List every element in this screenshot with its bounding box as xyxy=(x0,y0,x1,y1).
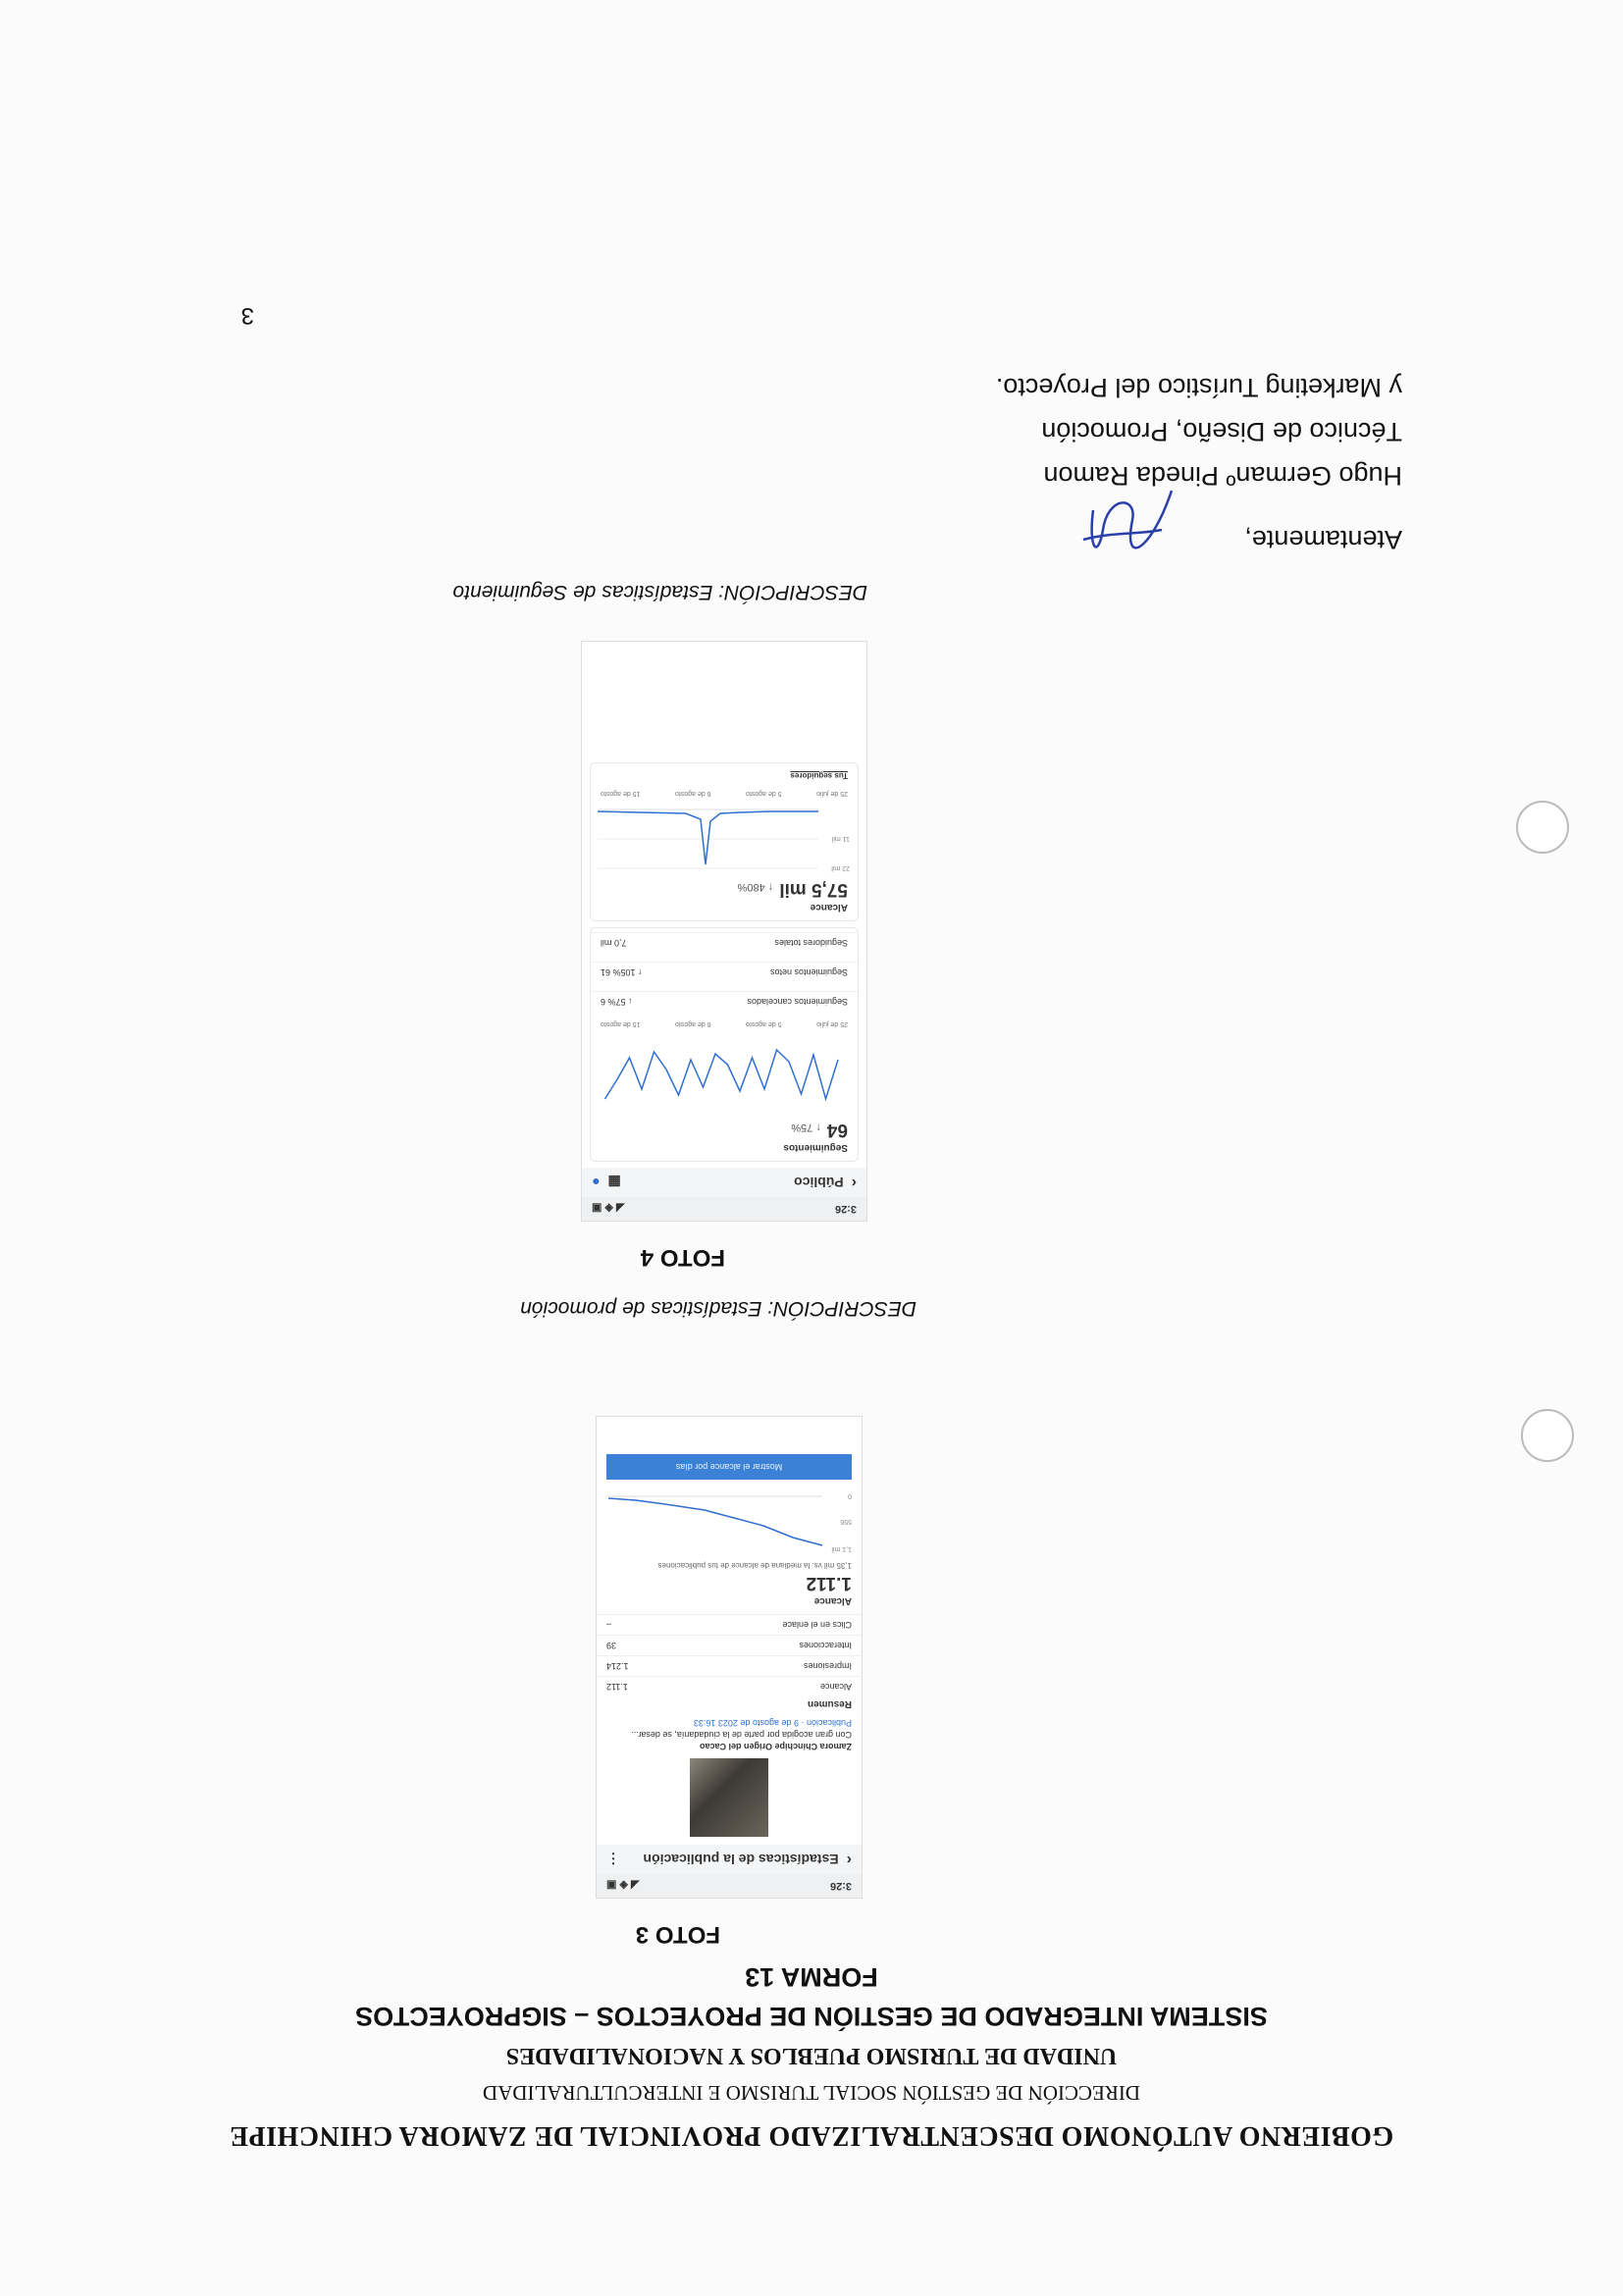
more-options-icon: ⋮ xyxy=(606,1852,620,1868)
followers-line xyxy=(605,1050,839,1099)
signature-role-2: y Marketing Turístico del Proyecto. xyxy=(995,373,1402,402)
post-text: Con gran acogida por parte de la ciudadanía, se desar... xyxy=(631,1730,852,1740)
status-time: 3:26 xyxy=(834,1203,857,1215)
status-bar xyxy=(597,1874,862,1898)
x-tick: 6 de agosto xyxy=(674,1020,711,1027)
calendar-icon: ▦ xyxy=(607,1174,621,1191)
followers-value: 64 xyxy=(826,1120,848,1140)
followers-chart xyxy=(591,1030,858,1119)
foto4-screenshot xyxy=(581,641,867,1222)
screen-title: Estadísticas de la publicación xyxy=(643,1852,839,1867)
summary-row xyxy=(597,1655,862,1676)
summary-heading: Resumen xyxy=(807,1698,852,1709)
post-meta: Publicación · 9 de agosto de 2023 16:33 xyxy=(693,1718,852,1728)
stat-row xyxy=(591,962,858,991)
reach-heading: Alcance xyxy=(810,902,848,913)
followers-link[interactable]: Tus seguidores xyxy=(790,771,848,780)
row-value: 39 xyxy=(606,1641,617,1650)
reach-value: 57,5 mil xyxy=(779,879,848,900)
signature-name: Hugo Germanº Pineda Ramon xyxy=(1043,461,1402,491)
row-label: Clics en el enlace xyxy=(782,1620,852,1630)
punch-hole xyxy=(1521,1409,1574,1462)
header-sistema: SISTEMA INTEGRADO DE GESTIÓN DE PROYECTOS – SIGPROYECTOS xyxy=(355,2002,1268,2031)
row-label: Alcance xyxy=(819,1682,852,1692)
back-arrow-icon: ‹ xyxy=(846,1852,852,1868)
followers-trend: ↑ 75% xyxy=(791,1122,821,1133)
row-label: Seguimientos cancelados xyxy=(747,997,848,1007)
summary-row xyxy=(597,1614,862,1635)
row-value: – xyxy=(606,1620,612,1630)
chart2-y-mid: 11 mil xyxy=(831,835,850,842)
foto4-label: FOTO 4 xyxy=(640,1244,725,1271)
status-time: 3:26 xyxy=(829,1880,852,1892)
row-label: Interacciones xyxy=(799,1641,852,1650)
row-value: 7,0 mil xyxy=(601,938,627,948)
row-label: Seguidores totales xyxy=(774,938,848,948)
foto3-screenshot xyxy=(596,1416,863,1899)
followers-card xyxy=(590,927,859,1162)
back-arrow-icon: ‹ xyxy=(851,1174,857,1191)
app-header xyxy=(582,1168,866,1197)
followers-value-row xyxy=(591,1119,858,1140)
x-axis-ticks xyxy=(591,790,858,797)
screen-title: Público xyxy=(794,1174,844,1190)
post-title: Zamora Chinchipe Origen del Cacao xyxy=(699,1742,852,1751)
summary-row xyxy=(597,1635,862,1655)
post-caption xyxy=(597,1717,862,1752)
reach-line xyxy=(608,1498,822,1545)
app-header xyxy=(597,1845,862,1874)
page-number: 3 xyxy=(240,302,254,329)
punch-hole xyxy=(1516,801,1569,854)
reach-note: 1,35 mil vs. la mediana de alcance de tus publicaciones xyxy=(657,1561,852,1570)
signature-closing: Atentamente, xyxy=(1244,525,1402,554)
reach-card xyxy=(590,762,859,921)
row-label: Impresiones xyxy=(803,1661,852,1671)
foto4-description: DESCRIPCIÓN: Estadísticas de Seguimiento xyxy=(452,581,867,603)
x-tick: 15 de agosto xyxy=(601,1020,641,1027)
reach-trend: ↑ 480% xyxy=(737,881,774,893)
chart2-y-top: 22 mil xyxy=(831,864,850,871)
info-icon: ● xyxy=(592,1174,601,1190)
x-tick: 25 de julio xyxy=(816,790,848,797)
chart-y-max: 1,1 mil xyxy=(831,1545,852,1552)
post-thumbnail xyxy=(690,1758,768,1837)
show-reach-button[interactable]: Mostrar el alcance por días xyxy=(606,1454,852,1480)
reach-value: 1.112 xyxy=(806,1573,852,1593)
x-tick: 6 de agosto xyxy=(674,790,711,797)
x-axis-ticks xyxy=(591,1020,858,1027)
signal-icon: ◢ ◈ ▣ xyxy=(606,1879,640,1892)
followers-heading: Seguimientos xyxy=(783,1142,848,1153)
reach-line xyxy=(598,811,818,864)
header-direccion: DIRECCIÓN DE GESTIÓN SOCIAL TURISMO E INTERCULTURALIDAD xyxy=(482,2081,1141,2105)
x-tick: 25 de julio xyxy=(816,1020,848,1027)
status-bar xyxy=(582,1197,866,1221)
x-tick: 5 de agosto xyxy=(746,1020,782,1027)
foto3-description: DESCRIPCIÓN: Estadísticas de promoción xyxy=(520,1297,916,1320)
header-unidad: UNIDAD DE TURISMO PUEBLOS Y NACIONALIDADES xyxy=(505,2043,1118,2068)
reach-value-row xyxy=(591,878,858,900)
row-value: ↑ 105% 61 xyxy=(601,967,643,977)
x-tick: 15 de agosto xyxy=(601,790,641,797)
row-value: 1.112 xyxy=(606,1682,628,1692)
foto3-label: FOTO 3 xyxy=(635,1921,720,1948)
header-forma: FORMA 13 xyxy=(745,1962,878,1992)
reach-chart xyxy=(591,800,858,878)
header-gad: GOBIERNO AUTÓNOMO DESCENTRALIZADO PROVINCIAL DE ZAMORA CHINCHIPE xyxy=(229,2120,1394,2151)
reach-heading: Alcance xyxy=(813,1595,852,1606)
row-value: ↓ 57% 6 xyxy=(601,997,633,1007)
row-label: Seguimientos netos xyxy=(769,967,848,977)
chart-y-min: 0 xyxy=(848,1492,852,1499)
stat-row xyxy=(591,991,858,1020)
summary-row xyxy=(597,1676,862,1696)
chart-y-mid: 556 xyxy=(840,1518,852,1525)
stat-row xyxy=(591,932,858,962)
x-tick: 5 de agosto xyxy=(746,790,782,797)
row-value: 1.214 xyxy=(606,1661,629,1671)
signal-icon: ◢ ◈ ▣ xyxy=(592,1202,625,1215)
signature-role-1: Técnico de Diseño, Promoción xyxy=(1041,417,1402,446)
reach-chart xyxy=(597,1490,862,1559)
